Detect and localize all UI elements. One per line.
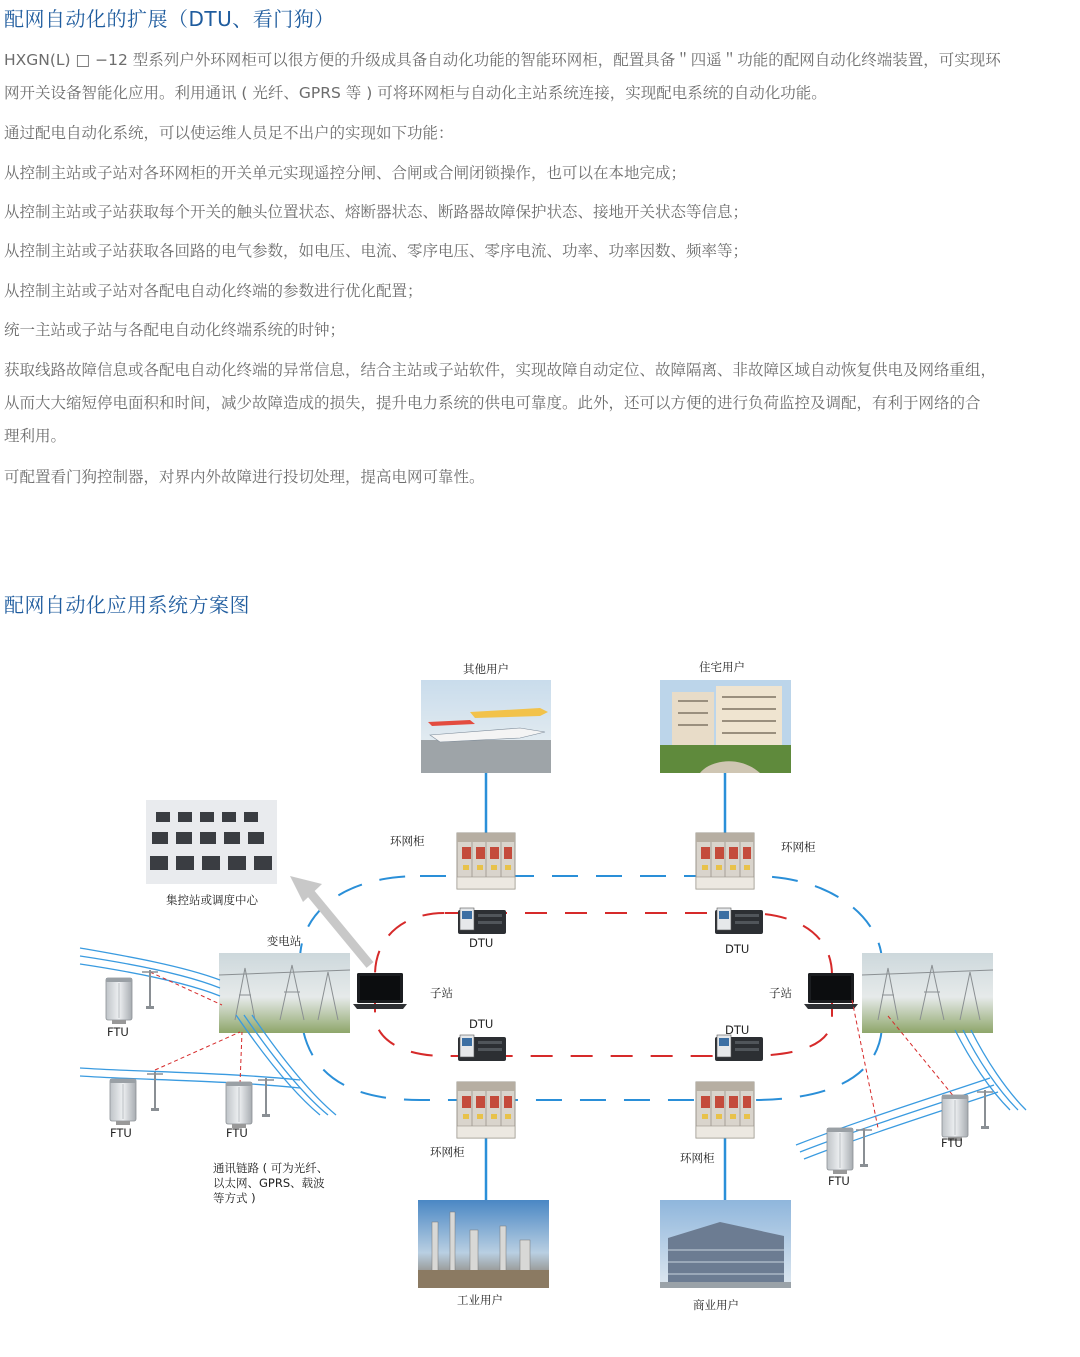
pole	[856, 1128, 872, 1167]
photo-control-center	[146, 800, 277, 884]
fault-paragraph-line2: 从而大大缩短停电面积和时间，减少故障造成的损失，提升电力系统的供电可靠度。此外，还可以方便的进行负荷监控及调配，有利于网络的合	[4, 394, 981, 412]
pole	[258, 1078, 274, 1117]
section-title-scheme: 配网自动化应用系统方案图	[4, 593, 250, 617]
label-ring-cabinet: 环网柜	[390, 834, 425, 848]
paragraph-intro-line2: 网开关设备智能化应用。利用通讯 ( 光纤、GPRS 等 ) 可将环网柜与自动化主站系统连接，实现配电系统的自动化功能。	[4, 84, 827, 102]
fault-paragraph-line3: 理利用。	[4, 427, 67, 445]
dtu-top-left	[458, 908, 506, 934]
ftu-left-middle	[226, 1082, 252, 1128]
paragraph-intro-line1: HXGN(L) □ −12 型系列户外环网柜可以很方便的升级成具备自动化功能的智能环网柜，配置具备＂四遥＂功能的配网自动化终端装置，可实现环	[4, 51, 1001, 69]
paragraph-functions-intro: 通过配电自动化系统，可以使运维人员足不出户的实现如下功能：	[4, 124, 454, 142]
function-item: 从控制主站或子站对各环网柜的开关单元实现遥控分闸、合闸或合闸闭锁操作，也可以在本地完成；	[4, 164, 687, 182]
label-ftu: FTU	[110, 1126, 132, 1140]
dtu-bottom-right	[715, 1035, 763, 1061]
ftu-right-top	[942, 1095, 968, 1141]
label-residential-users: 住宅用户	[699, 660, 745, 674]
photo-residential-users	[660, 680, 791, 773]
label-comm-link-line3: 等方式 )	[213, 1191, 256, 1205]
label-ring-cabinet: 环网柜	[430, 1145, 465, 1159]
label-comm-link-line1: 通讯链路 ( 可为光纤、	[213, 1161, 329, 1175]
ring-cabinet-bottom-left	[457, 1082, 515, 1138]
label-comm-link-line2: 以太网、GPRS、载波	[213, 1176, 325, 1190]
label-dtu: DTU	[725, 1023, 750, 1037]
label-ftu: FTU	[941, 1136, 963, 1150]
ftu-right-bottom	[827, 1128, 853, 1174]
photo-substation-left	[219, 953, 350, 1033]
watchdog-paragraph: 可配置看门狗控制器，对界内外故障进行投切处理，提高电网可靠性。	[4, 468, 485, 486]
label-substation-client: 子站	[769, 986, 792, 1000]
photo-other-users	[421, 680, 551, 773]
function-item: 从控制主站或子站获取每个开关的触头位置状态、熔断器状态、断路器故障保护状态、接地开关状态等信息；	[4, 203, 749, 221]
laptop-substation-left	[353, 973, 407, 1009]
function-item: 从控制主站或子站获取各回路的电气参数，如电压、电流、零序电压、零序电流、功率、功率因数、频率等；	[4, 242, 749, 260]
label-dtu: DTU	[725, 942, 750, 956]
ring-cabinet-top-right	[696, 833, 754, 889]
label-ring-cabinet: 环网柜	[781, 840, 816, 854]
photo-industrial-users	[418, 1200, 549, 1288]
pole	[977, 1090, 993, 1129]
section-title-expansion: 配网自动化的扩展（DTU、看门狗）	[4, 7, 335, 31]
label-dtu: DTU	[469, 936, 494, 950]
label-substation: 变电站	[266, 934, 302, 948]
ring-cabinet-bottom-right	[696, 1082, 754, 1138]
label-commercial-users: 商业用户	[693, 1298, 739, 1312]
label-ftu: FTU	[226, 1126, 248, 1140]
label-control-center: 集控站或调度中心	[166, 893, 258, 907]
pole	[147, 1072, 163, 1111]
label-ring-cabinet: 环网柜	[680, 1151, 715, 1165]
photo-commercial-users	[660, 1200, 791, 1288]
ftu-left-top	[106, 978, 132, 1024]
dtu-top-right	[715, 908, 763, 934]
label-industrial-users: 工业用户	[457, 1293, 503, 1307]
function-item: 从控制主站或子站对各配电自动化终端的参数进行优化配置；	[4, 282, 423, 300]
ftu-left-bottom	[110, 1079, 136, 1125]
label-substation-client: 子站	[430, 986, 453, 1000]
photo-substation-right	[862, 953, 993, 1033]
function-item: 统一主站或子站与各配电自动化终端系统的时钟；	[4, 321, 346, 339]
dtu-bottom-left	[458, 1035, 506, 1061]
power-ring-inner	[375, 913, 832, 1056]
label-dtu: DTU	[469, 1017, 494, 1031]
upload-arrow	[290, 876, 370, 965]
label-other-users: 其他用户	[463, 662, 509, 676]
ring-cabinet-top-left	[457, 833, 515, 889]
label-ftu: FTU	[107, 1025, 129, 1039]
fault-paragraph-line1: 获取线路故障信息或各配电自动化终端的异常信息，结合主站或子站软件，实现故障自动定位、故障隔离、非故障区域自动恢复供电及网络重组，	[4, 361, 997, 379]
label-ftu: FTU	[828, 1174, 850, 1188]
